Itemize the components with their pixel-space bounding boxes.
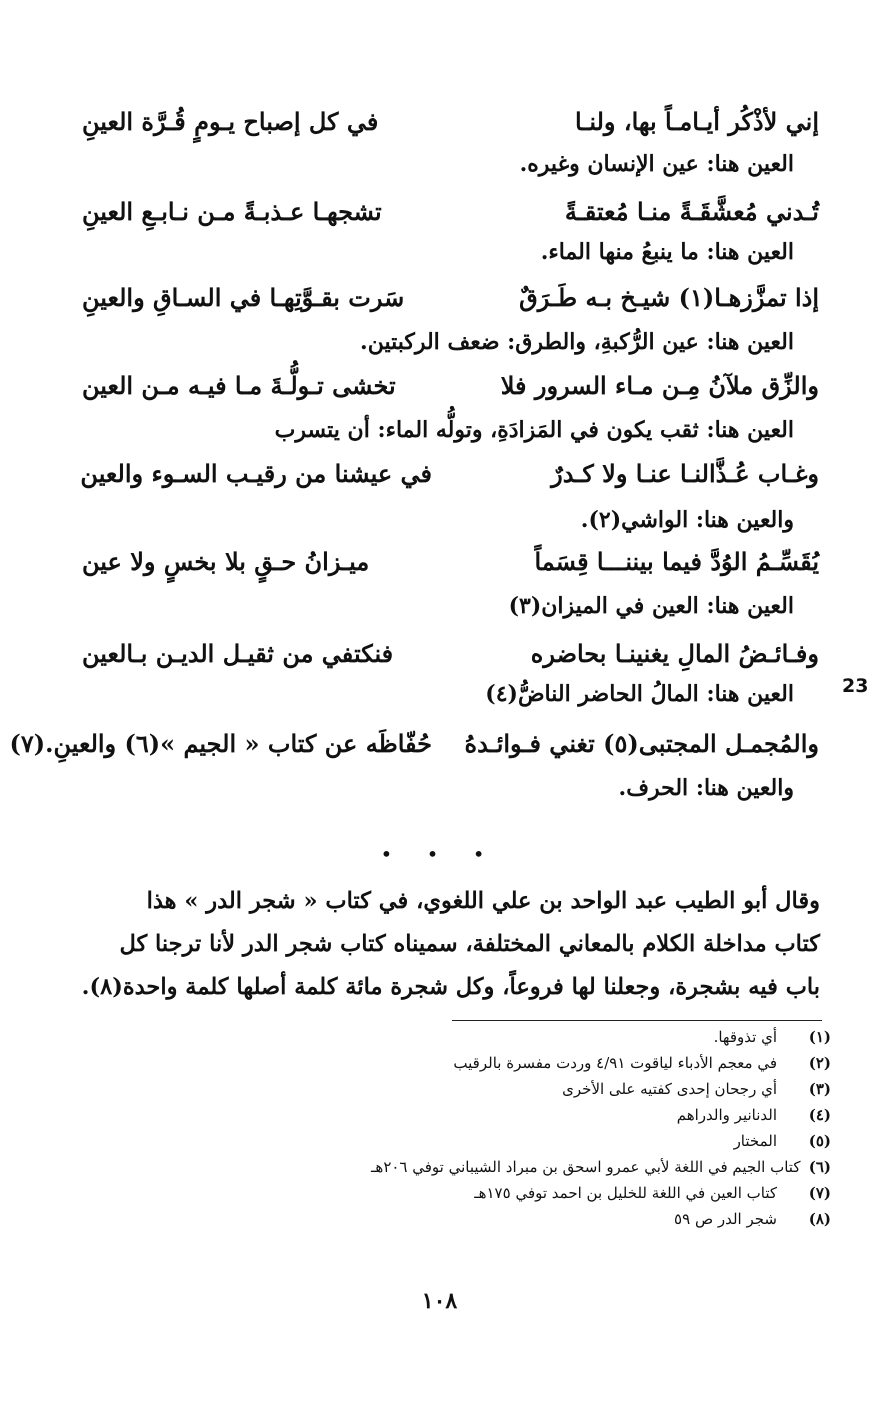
footnote-text: كتاب الجيم في اللغة لأبي عمرو اسحق بن مبراد الشيباني توفي ٢٠٦هـ: [371, 1158, 801, 1176]
verse-first-hemistich: إني لأذْكُر أيـامـاً بها، ولنـا: [575, 107, 819, 136]
verse-first-hemistich: وغـاب عُـذَّالنـا عنـا ولا كـدرٌ: [551, 459, 819, 488]
verse-second-hemistich: ميـزانُ حـقٍ بلا بخسٍ ولا عين: [82, 547, 370, 576]
verse-line: [0, 452, 879, 496]
verse-gloss: والعين هنا: الحرف.: [618, 775, 794, 801]
footnote-text: شجر الدر ص ٥٩: [674, 1210, 777, 1228]
verse-first-hemistich: وفـائـضُ المالِ يغنينـا بحاضره: [530, 639, 819, 668]
footnote-divider: [452, 1020, 822, 1021]
verse-line: [0, 540, 879, 584]
footnote: [371, 1024, 831, 1050]
verse-gloss: العين هنا: المالُ الحاضر الناضُّ(٤): [485, 681, 794, 707]
section-separator: • • •: [380, 842, 499, 866]
footnote-text: أي رجحان إحدى كفتيه على الأخرى: [562, 1080, 777, 1098]
verse-line: [0, 364, 879, 408]
prose-paragraph: [80, 880, 820, 1009]
verse-gloss: والعين هنا: الواشي(٢).: [580, 507, 794, 533]
verse-first-hemistich: يُقَسِّـمُ الوُدَّ فيما بيننـــا قِسَماً: [534, 547, 819, 576]
verse-line: [0, 722, 879, 766]
footnote-number: (٤): [808, 1106, 831, 1124]
verse-second-hemistich: فنكتفي من ثقيـل الديـن بـالعين: [82, 639, 394, 668]
verse-first-hemistich: إذا تمزَّزهـا(١) شيـخ بـه طَـرَقٌ: [519, 283, 819, 312]
footnote-text: أي تذوقها.: [713, 1028, 777, 1046]
footnote-number: (٣): [808, 1080, 831, 1098]
prose-line: كتاب مداخلة الكلام بالمعاني المختلفة، سميناه كتاب شجر الدر لأنا ترجنا كل: [119, 931, 820, 957]
footnote-text: في معجم الأدباء لياقوت ٤/٩١ وردت مفسرة بالرقيب: [453, 1054, 777, 1072]
footnote-number: (٧): [808, 1184, 831, 1202]
verse-line: [0, 632, 879, 676]
verse-line: [0, 276, 879, 320]
verse-second-hemistich: تخشى تـولُّـةَ مـا فيـه مـن العين: [82, 371, 396, 400]
footnote: [371, 1128, 831, 1154]
verse-first-hemistich: والزِّق ملآنُ مِـن مـاء السرور فلا: [500, 371, 819, 400]
prose-line: وقال أبو الطيب عبد الواحد بن علي اللغوي، في كتاب « شجر الدر » هذا: [146, 888, 820, 914]
verse-second-hemistich: في عيشنا من رقيـب السـوء والعين: [80, 459, 432, 488]
verse-second-hemistich: حُفّاظَه عن كتاب « الجيم »(٦) والعينِ.(٧): [9, 729, 432, 758]
verse-line: [0, 190, 879, 234]
footnote-text: المختار: [733, 1132, 777, 1150]
verse-gloss: العين هنا: عين الإنسان وغيره.: [519, 151, 794, 177]
footnote-number: (٨): [808, 1210, 831, 1228]
verse-gloss: العين هنا: ثقب يكون في المَزادَةِ، وتولُّه الماء: أن يتسرب: [274, 417, 794, 443]
footnote: [371, 1180, 831, 1206]
footnote: [371, 1050, 831, 1076]
page-number: ١٠٨: [421, 1288, 458, 1314]
verse-gloss: العين هنا: العين في الميزان(٣): [508, 593, 794, 619]
footnote: [371, 1076, 831, 1102]
footnote-number: (٢): [808, 1054, 831, 1072]
prose-line: باب فيه بشجرة، وجعلنا لها فروعاً، وكل شجرة مائة كلمة أصلها كلمة واحدة(٨).: [81, 974, 820, 1000]
verse-second-hemistich: تشجهـا عـذبـةً مـن نـابـعِ العينِ: [82, 197, 382, 226]
verse-first-hemistich: والمُجمـل المجتبى(٥) تغني فـوائـدهُ: [464, 729, 819, 758]
footnote: [371, 1102, 831, 1128]
footnote-list: [371, 1024, 831, 1232]
footnote-number: (٥): [808, 1132, 831, 1150]
verse-line: [0, 100, 879, 144]
verse-second-hemistich: في كل إصباح يـومٍ قُـرَّة العينِ: [82, 107, 379, 136]
footnote-text: كتاب العين في اللغة للخليل بن احمد توفي ١٧٥هـ: [474, 1184, 777, 1202]
verse-gloss: العين هنا: ما ينبعُ منها الماء.: [540, 239, 794, 265]
verse-first-hemistich: تُـدني مُعشَّقَـةً منـا مُعتقـةً: [564, 197, 819, 226]
verse-gloss: العين هنا: عين الرُّكبةِ، والطرق: ضعف الركبتين.: [360, 329, 794, 355]
footnote: [371, 1154, 831, 1180]
footnote-number: (١): [808, 1028, 831, 1046]
footnote: [371, 1206, 831, 1232]
margin-number: 23: [842, 675, 869, 697]
verse-second-hemistich: سَرت بقـوَّتِهـا في السـاقِ والعينِ: [82, 283, 405, 312]
footnote-text: الدنانير والدراهم: [676, 1106, 777, 1124]
footnote-number: (٦): [808, 1158, 831, 1176]
